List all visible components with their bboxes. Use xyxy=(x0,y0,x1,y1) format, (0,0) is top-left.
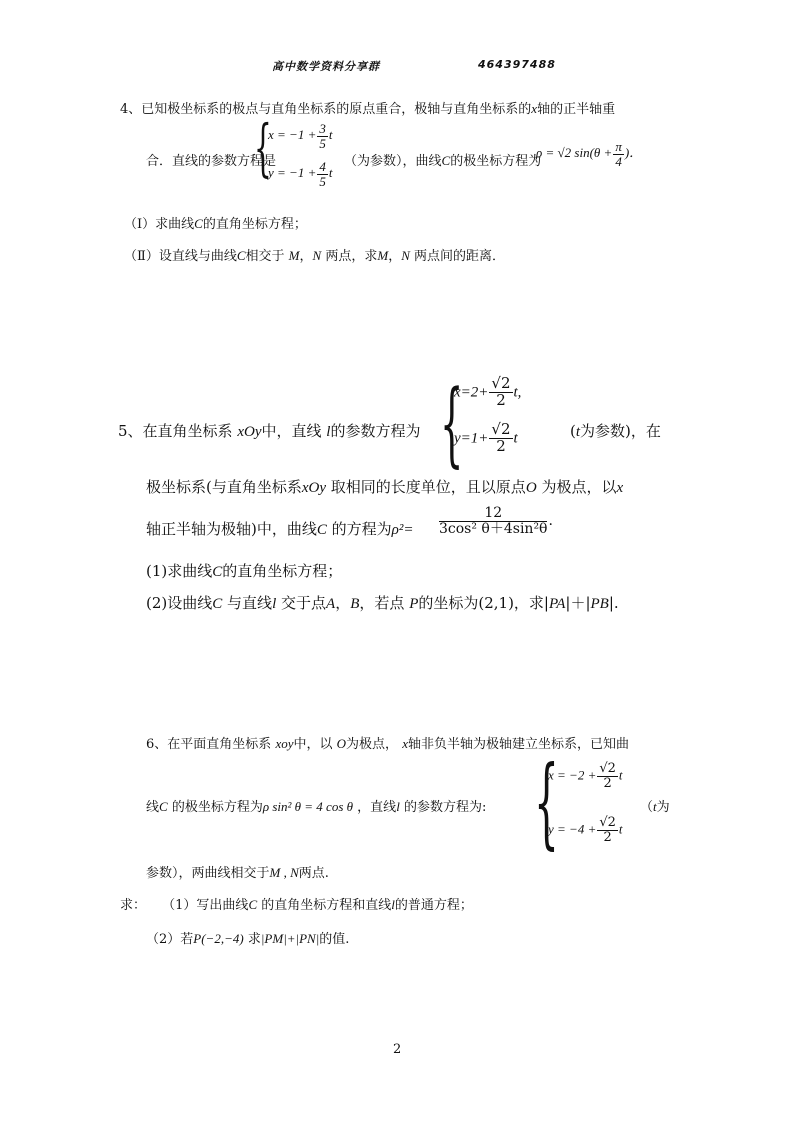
problem5-param-y-row: y=1+ $\frac{√2}{2}$ t xyxy=(454,420,518,455)
problem4-part1: （Ⅰ）求曲线C的直角坐标方程； xyxy=(124,216,307,232)
problem6-number: 6、 xyxy=(146,737,168,752)
problem6-frac-x: $\frac{√2}{2}$ xyxy=(599,761,616,791)
problem4-polar-line: （为参数），曲线C的极坐标方程为 xyxy=(344,153,542,169)
header-group-number: 464397488 xyxy=(478,58,556,71)
problem6-line2: 线C 的极坐标方程为ρ sin² θ = 4 cos θ ，直线l 的参数方程为: xyxy=(146,799,487,815)
problem6-param-y-row: y = −4 + $\frac{√2}{2}$ t xyxy=(548,815,623,845)
problem4-param-prefix: 合．直线的参数方程是 xyxy=(146,154,277,169)
problem6-t-note: （t为 xyxy=(640,799,670,815)
problem4-param-y: y = −1 + xyxy=(268,165,317,181)
problem4-param-y-row: y = −1 + $\frac{4}{5}$ t xyxy=(268,159,333,189)
problem5-frac-x: $\frac{√2}{2}$ xyxy=(491,374,511,409)
problem5-frac-y: $\frac{√2}{2}$ xyxy=(491,420,511,455)
problem4-line1 xyxy=(120,98,615,117)
problem4-polar-eq: ρ = √2 sin(θ + $\frac{\pi}{4}$ )． xyxy=(536,139,643,169)
problem5-line3: 轴正半轴为极轴)中，曲线C 的方程为ρ²= xyxy=(146,520,414,538)
problem6-line3: 参数），两曲线相交于M , N两点. xyxy=(146,865,329,881)
problem5-param-x-row: x=2+ $\frac{√2}{2}$ t, xyxy=(454,374,522,409)
problem6-param-x-row: x = −2 + $\frac{√2}{2}$ t xyxy=(548,761,623,791)
problem6-q2: （2）若P(−2,−4) 求|PM|+|PN|的值. xyxy=(146,931,350,947)
problem6-line1: 6、在平面直角坐标系 xoy中，以 O为极点， x轴非负半轴为极轴建立坐标系，已知曲 xyxy=(146,736,629,752)
problem5-fraction: $\frac{12}{\text{3cos² θ＋4sin²θ}}$ . xyxy=(439,505,553,537)
problem4-frac-x: $\frac{3}{5}$ xyxy=(319,121,326,151)
problem4-part2: （Ⅱ）设直线与曲线C相交于 M，N 两点，求M，N 两点间的距离． xyxy=(124,248,506,264)
problem4-brace: { xyxy=(254,111,272,184)
problem4-frac-pi: $\frac{\pi}{4}$ xyxy=(615,139,622,169)
page-number: 2 xyxy=(393,1042,402,1057)
problem6-brace: { xyxy=(534,746,559,860)
problem4-param-x-row: x = −1 + $\frac{3}{5}$ t xyxy=(268,121,333,151)
problem5-t-note: (t为参数)，在 xyxy=(570,422,661,440)
problem4-curve-c: C xyxy=(441,153,451,168)
problem4-number: 4、 xyxy=(120,102,142,117)
problem4-param-x: x = −1 + xyxy=(268,127,317,143)
problem5-q1: (1)求曲线C的直角坐标方程； xyxy=(146,562,343,580)
problem5-q2: (2)设曲线C 与直线l 交于点A，B，若点 P的坐标为(2,1)，求|PA|＋|PB|. xyxy=(146,594,619,612)
problem4-var-x: x xyxy=(531,101,538,116)
header-title: 高中数学资料分享群 xyxy=(272,60,380,73)
problem4-intro: 已知极坐标系的极点与直角坐标系的原点重合，极轴与直角坐标系的 xyxy=(141,102,532,117)
problem5-number: 5、 xyxy=(118,422,143,440)
problem6-q1: 求： （1）写出曲线C 的直角坐标方程和直线l的普通方程； xyxy=(120,897,473,913)
problem6-frac-y: $\frac{√2}{2}$ xyxy=(599,815,616,845)
problem4-intro2: 轴的正半轴重 xyxy=(537,102,616,117)
problem4-frac-y: $\frac{4}{5}$ xyxy=(319,159,326,189)
problem5-brace: { xyxy=(440,370,464,477)
problem5-line2: 极坐标系(与直角坐标系xOy 取相同的长度单位，且以原点O 为极点，以x xyxy=(146,478,624,496)
problem5-line1: 5、在直角坐标系 xOy中，直线 l的参数方程为 xyxy=(118,422,421,440)
